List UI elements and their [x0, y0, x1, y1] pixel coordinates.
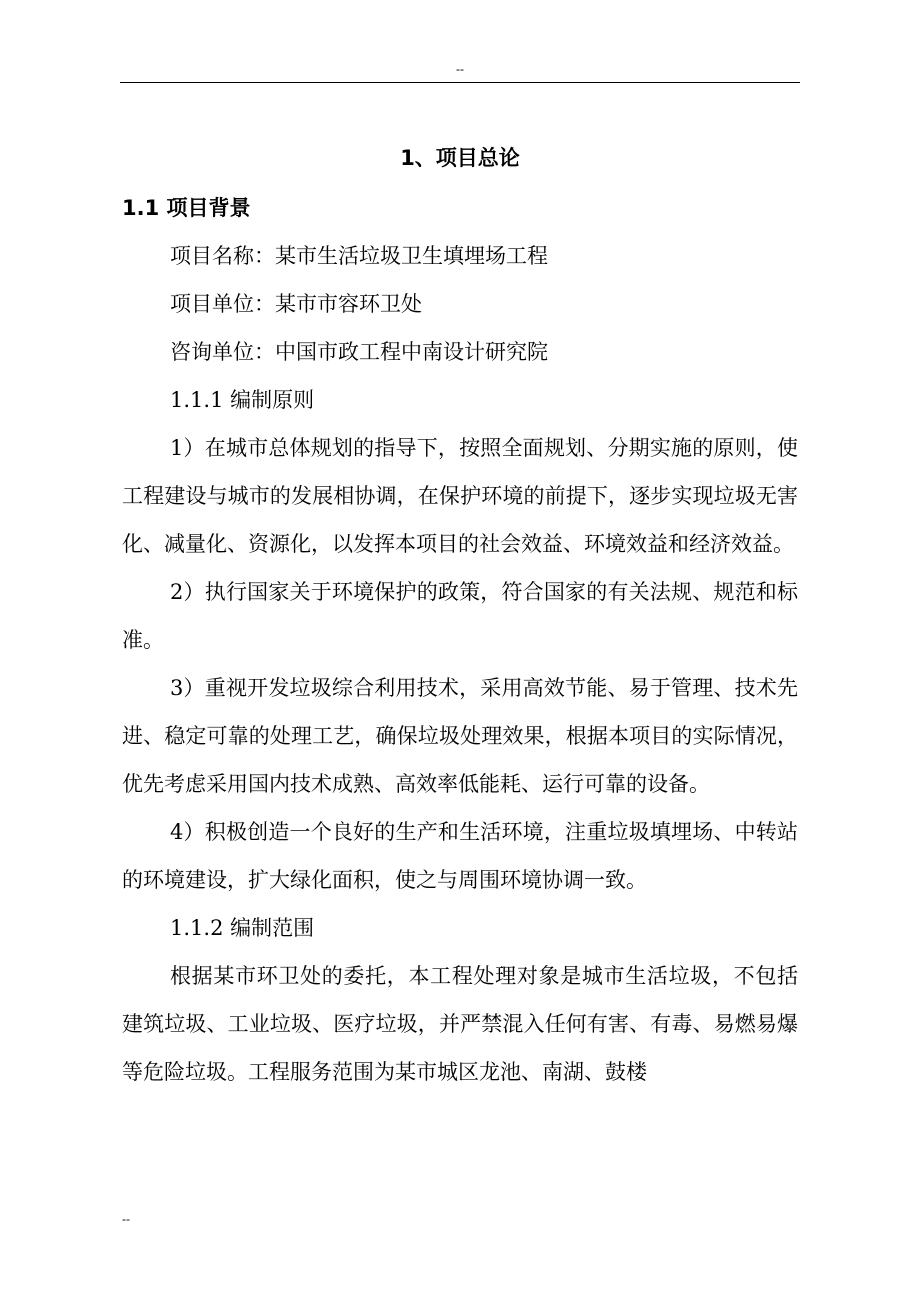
paragraph-scope: 根据某市环卫处的委托，本工程处理对象是城市生活垃圾，不包括建筑垃圾、工业垃圾、医疗垃圾，并严禁混入任何有害、有毒、易燃易爆等危险垃圾。工程服务范围为某市城区龙池、南湖、鼓楼	[122, 964, 798, 1084]
section-heading: 1.1 项目背景	[122, 196, 251, 220]
header-rule	[120, 82, 800, 83]
subsection-heading-principles: 1.1.1 编制原则	[170, 388, 315, 412]
chapter-title: 1、项目总论	[400, 146, 520, 170]
header-mark: --	[456, 62, 464, 76]
paragraph-project-name: 项目名称：某市生活垃圾卫生填埋场工程	[170, 244, 548, 268]
paragraph-principle-3: 3）重视开发垃圾综合利用技术，采用高效节能、易于管理、技术先进、稳定可靠的处理工艺，确保垃圾处理效果，根据本项目的实际情况，优先考虑采用国内技术成熟、高效率低能耗、运行可靠的设备。	[122, 676, 798, 796]
paragraph-principle-4: 4）积极创造一个良好的生产和生活环境，注重垃圾填埋场、中转站的环境建设，扩大绿化面积，使之与周围环境协调一致。	[122, 820, 798, 892]
document-body	[122, 136, 798, 1096]
paragraph-project-unit: 项目单位：某市市容环卫处	[170, 292, 422, 316]
paragraph-consulting-unit: 咨询单位：中国市政工程中南设计研究院	[170, 340, 548, 364]
subsection-heading-scope: 1.1.2 编制范围	[170, 916, 315, 940]
footer-mark: --	[122, 1212, 130, 1226]
paragraph-principle-1: 1）在城市总体规划的指导下，按照全面规划、分期实施的原则，使工程建设与城市的发展相协调，在保护环境的前提下，逐步实现垃圾无害化、减量化、资源化，以发挥本项目的社会效益、环境效益和经济效益。	[122, 436, 798, 556]
paragraph-principle-2: 2）执行国家关于环境保护的政策，符合国家的有关法规、规范和标准。	[122, 580, 798, 652]
